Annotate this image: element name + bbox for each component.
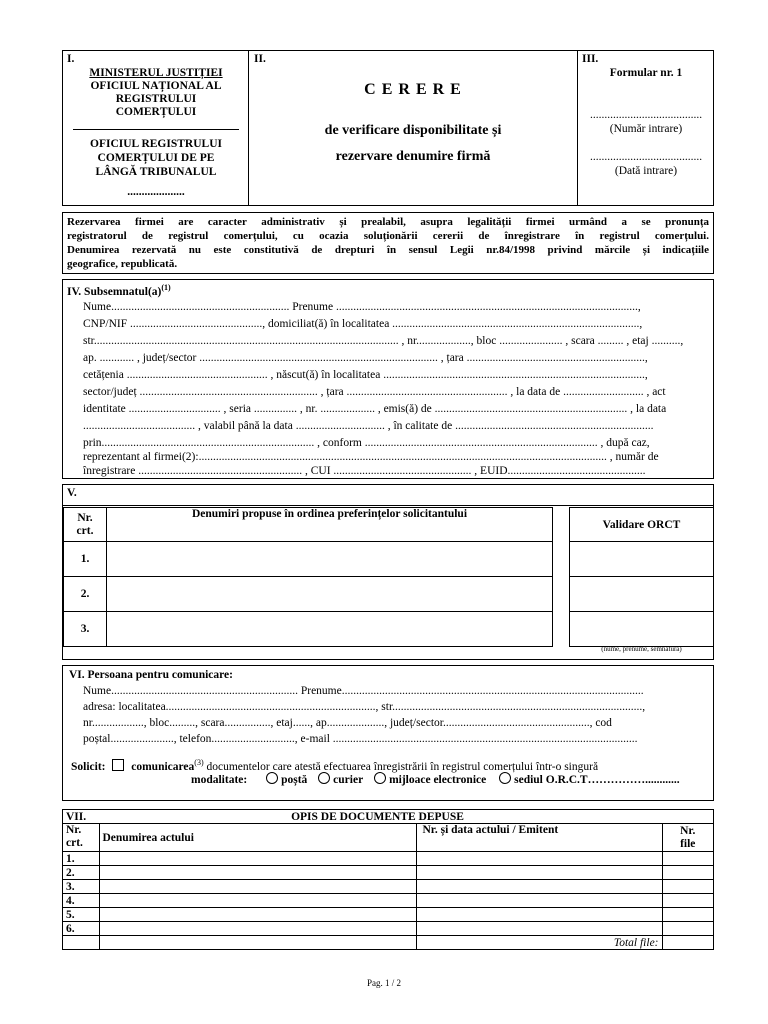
doc-1-act-field[interactable]	[99, 852, 416, 866]
doc-6-files-field[interactable]	[662, 922, 714, 936]
doc-col-date: Nr. și data actului / Emitent	[416, 824, 662, 852]
option-post-radio[interactable]	[266, 772, 278, 784]
documents-title: OPIS DE DOCUMENTE DEPUSE	[99, 810, 714, 824]
validation-2-field[interactable]	[570, 577, 714, 612]
total-files-field[interactable]	[662, 936, 714, 950]
section-4-applicant	[62, 279, 714, 479]
doc-6-act-field[interactable]	[99, 922, 416, 936]
option-electronic-radio[interactable]	[374, 772, 386, 784]
applicant-citizenship-line[interactable]: cetățenia ................................................. , născut(ă) în localitatea ...........................................................................................,	[83, 369, 648, 381]
validation-table	[569, 507, 714, 647]
doc-col-files	[662, 824, 714, 852]
communication-checkbox[interactable]	[112, 759, 124, 771]
page-subtitle-2: rezervare denumire firmă	[335, 149, 491, 164]
doc-row-number-1: 1.	[63, 852, 100, 866]
col-nr-crt	[64, 508, 107, 542]
section-1-label: I.	[67, 53, 75, 65]
page-title: C E R E R E	[364, 81, 462, 98]
applicant-apartment-line[interactable]: ap. ............ , județ/sector ................................................................................... , țara ..............................................................,	[83, 352, 648, 364]
doc-row-number-4: 4.	[63, 894, 100, 908]
doc-2-files-field[interactable]	[662, 866, 714, 880]
proposed-name-1-field[interactable]	[107, 542, 553, 577]
doc-col-files-2: file	[680, 837, 696, 850]
header-section	[62, 50, 714, 206]
doc-row-number-6: 6.	[63, 922, 100, 936]
solicit-label: Solicit:	[71, 760, 106, 773]
ministry-name	[71, 67, 241, 119]
ministry-line-4: COMERȚULUI	[115, 106, 197, 118]
section-6-title: VI. Persoana pentru comunicare:	[69, 669, 233, 681]
applicant-name-line[interactable]: Nume.............................................................. Prenume .........................................................................................................,	[83, 301, 641, 313]
proposed-name-2-field[interactable]	[107, 577, 553, 612]
notice-line-3: Denumirea rezervată nu este constitutivă de drepturi în sensul Legii nr.84/1998 privind mărcile și indicațiile	[67, 244, 709, 256]
name-row-number-2: 2.	[64, 577, 107, 612]
doc-col-nr-crt	[63, 824, 100, 852]
doc-col-act: Denumirea actului	[99, 824, 416, 852]
option-courier-radio[interactable]	[318, 772, 330, 784]
option-courier-label: curier	[333, 774, 364, 786]
doc-4-date-field[interactable]	[416, 894, 662, 908]
contact-address-line[interactable]: adresa: localitatea........................................................................., str.......................................................................................,	[83, 701, 646, 713]
page-number: Pag. 1 / 2	[366, 978, 401, 988]
applicant-id-line[interactable]: identitate ................................ , seria ............... , nr. ................... , emis(ă) de ................................................................... , la data	[83, 403, 667, 415]
col-proposed-names: Denumiri propuse în ordinea preferințelor solicitantului	[107, 508, 553, 542]
office-line-2: COMERȚULUI DE PE	[97, 152, 215, 164]
doc-col-nr: Nr.	[66, 824, 82, 836]
option-orct-radio[interactable]	[499, 772, 511, 784]
doc-col-files-1: Nr.	[680, 824, 696, 837]
ministry-line-3: REGISTRULUI	[115, 93, 197, 105]
communication-text: documentelor care atestă efectuarea înregistrării în registrul comerțului într-o singură	[203, 760, 599, 773]
option-orct-label: sediul O.R.C.T……………............	[514, 774, 680, 786]
contact-name-line[interactable]: Nume................................................................. Prenume.........................................................................................................	[83, 685, 644, 697]
total-spacer	[63, 936, 100, 950]
doc-row-number-2: 2.	[63, 866, 100, 880]
option-electronic-label: mijloace electronice	[389, 774, 487, 786]
doc-6-date-field[interactable]	[416, 922, 662, 936]
documents-table	[62, 809, 714, 950]
doc-4-files-field[interactable]	[662, 894, 714, 908]
proposed-names-table	[63, 507, 553, 647]
ministry-line-1: MINISTERUL JUSTIȚIEI	[89, 67, 223, 79]
communication-word: comunicarea	[131, 760, 195, 773]
office-line-1: OFICIUL REGISTRULUI	[90, 138, 222, 150]
entry-date-label: (Dată intrare)	[614, 165, 678, 177]
doc-1-date-field[interactable]	[416, 852, 662, 866]
ministry-divider	[73, 129, 239, 130]
doc-3-act-field[interactable]	[99, 880, 416, 894]
applicant-representative-line[interactable]: reprezentant al firmei(2):.............................................................................................................................................. , număr de	[83, 451, 659, 463]
office-dots: ....................	[127, 186, 185, 198]
section-5-divider	[63, 505, 713, 506]
notice-line-2: registratorul de registrul comerțului, cu ocazia soluționării cererii de înregistrare în registrul comerțului.	[67, 230, 709, 242]
doc-5-files-field[interactable]	[662, 908, 714, 922]
office-name	[71, 137, 241, 199]
form-number: Formular nr. 1	[609, 67, 683, 79]
doc-col-crt: crt.	[66, 837, 83, 849]
option-post-label: poștă	[281, 774, 308, 786]
name-row-number-3: 3.	[64, 612, 107, 647]
doc-1-files-field[interactable]	[662, 852, 714, 866]
section-3-label: III.	[582, 53, 599, 65]
entry-date-dots: .......................................	[589, 151, 703, 163]
doc-3-files-field[interactable]	[662, 880, 714, 894]
notice-line-4: geografice, republicată.	[67, 258, 178, 270]
validation-1-field[interactable]	[570, 542, 714, 577]
total-files-label: Total file:	[416, 936, 662, 950]
doc-3-date-field[interactable]	[416, 880, 662, 894]
doc-5-date-field[interactable]	[416, 908, 662, 922]
contact-postal-line[interactable]: poștal......................, telefon............................., e-mail ..........................................................................................................	[83, 733, 638, 745]
modality-label: modalitate:	[191, 774, 248, 786]
page-subtitle-1: de verificare disponibilitate și	[324, 123, 502, 138]
section-5-names	[62, 484, 714, 660]
doc-2-date-field[interactable]	[416, 866, 662, 880]
col-validation: Validare ORCT	[570, 508, 714, 542]
notice-box	[62, 212, 714, 274]
applicant-via-line[interactable]: prin.......................................................................... , conform ................................................................................. , după caz,	[83, 437, 650, 449]
doc-5-act-field[interactable]	[99, 908, 416, 922]
applicant-cnp-line[interactable]: CNP/NIF .............................................., domiciliat(ă) în localitatea ......................................................................................,	[83, 318, 643, 330]
communication-sup: (3)	[194, 758, 204, 767]
total-spacer-2	[99, 936, 416, 950]
col-crt: crt.	[76, 524, 94, 537]
ministry-line-2: OFICIUL NAȚIONAL AL	[90, 80, 222, 92]
col-nr: Nr.	[77, 511, 93, 524]
section-2-label: II.	[254, 53, 266, 65]
validation-3-field[interactable]	[570, 612, 714, 647]
doc-row-number-3: 3.	[63, 880, 100, 894]
entry-number-label: (Număr intrare)	[609, 123, 683, 135]
notice-line-1: Rezervarea firmei are caracter administrativ și prealabil, asupra legalității firmei urmând a se pronunța	[67, 216, 709, 228]
section-4-title	[67, 283, 171, 298]
doc-2-act-field[interactable]	[99, 866, 416, 880]
office-line-3: LÂNGĂ TRIBUNALUL	[95, 166, 217, 178]
applicant-street-line[interactable]: str.......................................................................................................... , nr..................., bloc ...................... , scara ......... , etaj ..........,	[83, 335, 684, 347]
section-4-title-text: IV. Subsemnatul(a)	[67, 285, 162, 298]
applicant-birth-line[interactable]: sector/județ .............................................................. , țara ........................................................ , la data de ............................ , act	[83, 386, 666, 398]
doc-4-act-field[interactable]	[99, 894, 416, 908]
doc-row-number-5: 5.	[63, 908, 100, 922]
signature-note: (nume, prenume, semnătură)	[601, 645, 682, 653]
section-4-title-sup: (1)	[161, 283, 171, 292]
entry-number-dots: .......................................	[589, 109, 703, 121]
applicant-validity-line[interactable]: ....................................... , valabil până la data ............................... , în calitate de .....................................................................	[83, 420, 654, 432]
name-row-number-1: 1.	[64, 542, 107, 577]
section-5-label: V.	[67, 487, 77, 499]
section-7-label: VII.	[63, 810, 100, 824]
applicant-registration-line[interactable]: înregistrare ......................................................... , CUI ................................................ , EUID................................................	[83, 465, 646, 477]
proposed-name-3-field[interactable]	[107, 612, 553, 647]
modality-line	[191, 772, 711, 787]
contact-number-line[interactable]: nr.................., bloc........., scara................, etaj......, ap...................., județ/sector..................................................., cod	[83, 717, 612, 729]
section-6-contact	[62, 665, 714, 801]
